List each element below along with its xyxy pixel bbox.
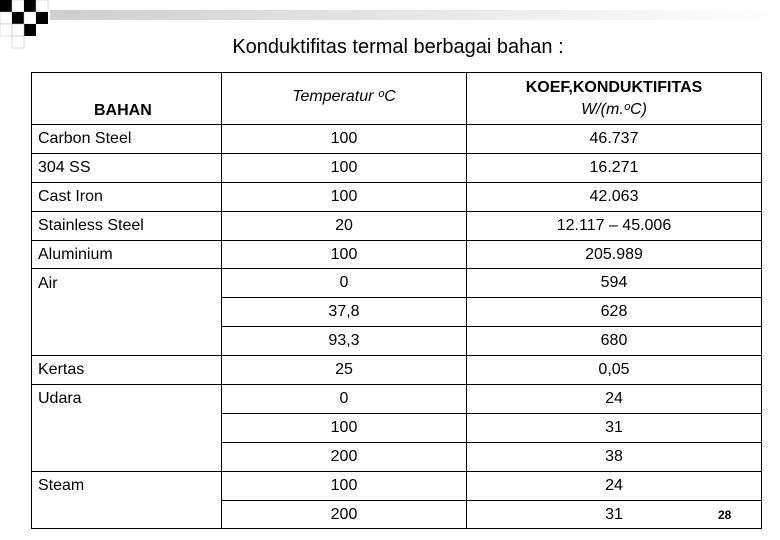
temperature-cell: 0	[222, 385, 467, 414]
temperature-cell: 0	[222, 269, 467, 298]
material-cell: Cast Iron	[32, 182, 222, 211]
table-row	[32, 413, 762, 442]
temperature-cell: 100	[222, 182, 467, 211]
temperature-cell: 100	[222, 125, 467, 154]
material-cell	[32, 442, 222, 471]
conductivity-cell: 42.063	[467, 182, 762, 211]
thermal-conductivity-table	[31, 72, 762, 529]
material-cell: Stainless Steel	[32, 211, 222, 240]
temperature-cell: 25	[222, 356, 467, 385]
table-row	[32, 356, 762, 385]
table-row	[32, 269, 762, 298]
material-cell: Air	[38, 274, 58, 292]
table-row	[32, 125, 762, 154]
material-cell: Kertas	[32, 356, 222, 385]
table-row	[32, 211, 762, 240]
conductivity-cell: 594	[467, 269, 762, 298]
temperature-cell: 100	[222, 240, 467, 269]
material-cell	[32, 298, 222, 327]
material-cell: Steam	[38, 476, 85, 494]
header-temperature: Temperatur ᵒC	[222, 73, 467, 125]
conductivity-cell: 12.117 – 45.006	[467, 211, 762, 240]
table-row	[32, 471, 762, 500]
conductivity-cell: 24	[467, 385, 762, 414]
material-cell: Udara	[38, 390, 82, 408]
material-cell: Carbon Steel	[32, 125, 222, 154]
conductivity-cell: 31	[467, 500, 762, 529]
conductivity-cell: 16.271	[467, 153, 762, 182]
table-row	[32, 182, 762, 211]
header-conductivity-unit: W/(m.ᵒC)	[581, 100, 647, 118]
header-material: BAHAN	[32, 73, 222, 125]
conductivity-cell: 31	[467, 413, 762, 442]
temperature-cell: 20	[222, 211, 467, 240]
temperature-cell: 37,8	[222, 298, 467, 327]
slide-title: Konduktifitas termal berbagai bahan :	[232, 36, 564, 58]
temperature-cell: 100	[222, 471, 467, 500]
header-conductivity	[467, 73, 762, 125]
temperature-cell: 100	[222, 153, 467, 182]
table-row	[32, 298, 762, 327]
temperature-cell: 100	[222, 413, 467, 442]
table-row	[32, 240, 762, 269]
conductivity-cell: 46.737	[467, 125, 762, 154]
material-cell	[32, 413, 222, 442]
conductivity-cell: 24	[467, 471, 762, 500]
temperature-cell: 93,3	[222, 327, 467, 356]
conductivity-cell: 38	[467, 442, 762, 471]
header-conductivity-title: KOEF,KONDUKTIFITAS	[525, 78, 703, 96]
material-cell	[32, 500, 222, 529]
table-header-row	[32, 73, 762, 125]
conductivity-cell: 0,05	[467, 356, 762, 385]
conductivity-cell: 628	[467, 298, 762, 327]
temperature-cell: 200	[222, 442, 467, 471]
table-row	[32, 500, 762, 529]
material-cell	[32, 327, 222, 356]
conductivity-cell: 205.989	[467, 240, 762, 269]
page-number: 28	[718, 508, 732, 522]
table-row	[32, 442, 762, 471]
table-row	[32, 385, 762, 414]
table-row	[32, 327, 762, 356]
material-cell: Aluminium	[32, 240, 222, 269]
table-row	[32, 153, 762, 182]
material-cell: 304 SS	[32, 153, 222, 182]
conductivity-cell: 680	[467, 327, 762, 356]
temperature-cell: 200	[222, 500, 467, 529]
